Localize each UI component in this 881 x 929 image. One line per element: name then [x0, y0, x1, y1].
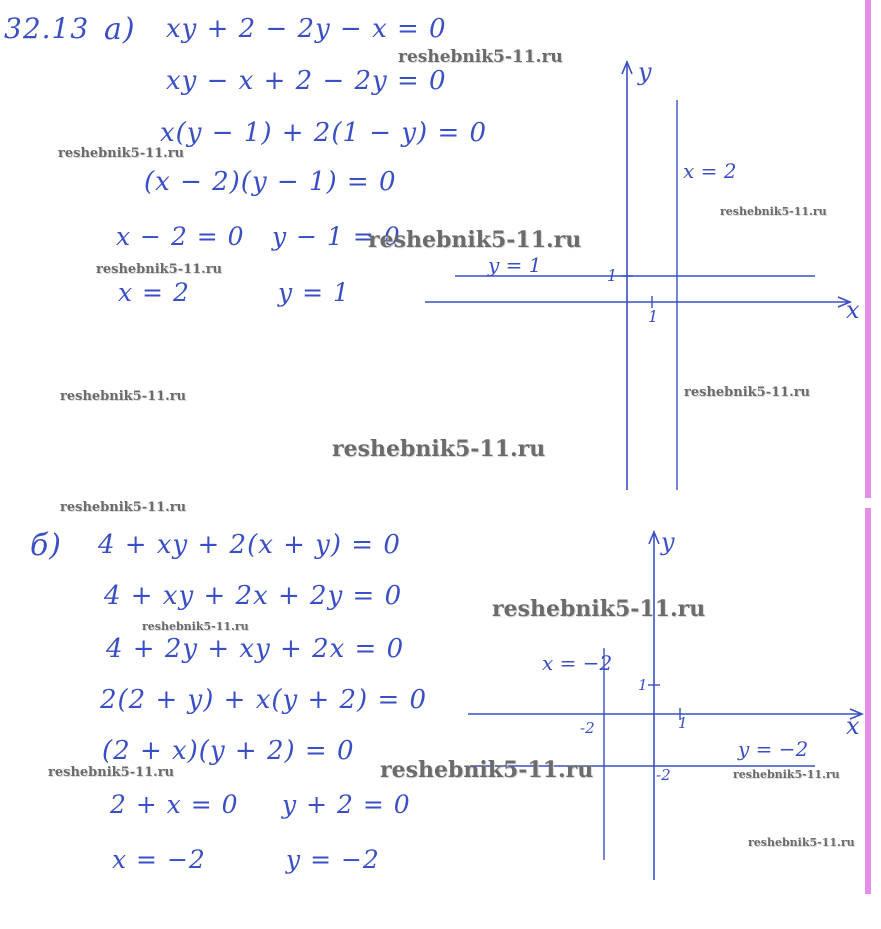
- part-b-x-axis-label: x: [846, 712, 860, 740]
- part-a-y-axis-label: y: [638, 58, 652, 86]
- part-b-tick-y-label: 1: [638, 676, 648, 694]
- part-a-line-1: xy + 2 − 2y − x = 0: [166, 14, 447, 44]
- part-b-vertical-line-label: x = −2: [542, 651, 613, 675]
- part-a-vertical-line-label: x = 2: [683, 159, 737, 183]
- part-a-solution-left: x = 2: [118, 278, 190, 307]
- watermark: reshebnik5-11.ru: [733, 768, 840, 781]
- part-b-horizontal-line-label: y = −2: [738, 737, 809, 761]
- watermark: reshebnik5-11.ru: [492, 596, 706, 622]
- part-b-tick-x-label: 1: [678, 714, 688, 732]
- watermark: reshebnik5-11.ru: [748, 836, 855, 849]
- part-b-line-4: 2(2 + y) + x(y + 2) = 0: [100, 685, 428, 715]
- watermark: reshebnik5-11.ru: [368, 227, 582, 253]
- part-b-label: б): [30, 528, 63, 563]
- part-a-tick-y-label: 1: [607, 266, 618, 285]
- part-b-equation-right: y + 2 = 0: [282, 790, 411, 819]
- watermark: reshebnik5-11.ru: [380, 757, 594, 783]
- problem-number: 32.13: [4, 12, 90, 45]
- part-b-solution-left: x = −2: [112, 845, 206, 874]
- part-a-line-3: x(y − 1) + 2(1 − y) = 0: [160, 118, 488, 148]
- watermark: reshebnik5-11.ru: [398, 47, 563, 67]
- watermark: reshebnik5-11.ru: [684, 385, 811, 400]
- part-a-solution-right: y = 1: [278, 278, 350, 307]
- part-a-tick-x-label: 1: [648, 307, 659, 326]
- part-b-line-3: 4 + 2y + xy + 2x = 0: [106, 634, 405, 664]
- part-b-line-2: 4 + xy + 2x + 2y = 0: [104, 581, 403, 611]
- part-b-tick-neg-x-label: -2: [580, 719, 595, 737]
- watermark: reshebnik5-11.ru: [96, 262, 223, 277]
- watermark: reshebnik5-11.ru: [332, 436, 546, 462]
- watermark: reshebnik5-11.ru: [48, 765, 175, 780]
- part-a-equation-right: y − 1 = 0: [272, 222, 401, 251]
- part-a-equation-left: x − 2 = 0: [116, 222, 245, 251]
- watermark: reshebnik5-11.ru: [58, 146, 185, 161]
- part-a-line-4: (x − 2)(y − 1) = 0: [144, 167, 397, 197]
- watermark: reshebnik5-11.ru: [142, 620, 249, 633]
- part-b-equation-left: 2 + x = 0: [110, 790, 239, 819]
- part-a-horizontal-line-label: y = 1: [488, 253, 542, 277]
- part-a-line-2: xy − x + 2 − 2y = 0: [166, 66, 447, 96]
- part-b-line-1: 4 + xy + 2(x + y) = 0: [98, 530, 401, 560]
- part-b-solution-right: y = −2: [286, 845, 380, 874]
- part-a-x-axis-label: x: [846, 296, 860, 324]
- watermark: reshebnik5-11.ru: [60, 500, 187, 515]
- part-b-y-axis-label: y: [661, 528, 675, 556]
- watermark: reshebnik5-11.ru: [720, 205, 827, 218]
- part-a-label: а): [104, 12, 136, 47]
- part-b-line-5: (2 + x)(y + 2) = 0: [102, 736, 355, 766]
- part-b-tick-neg-y-label: -2: [656, 766, 671, 784]
- watermark: reshebnik5-11.ru: [60, 389, 187, 404]
